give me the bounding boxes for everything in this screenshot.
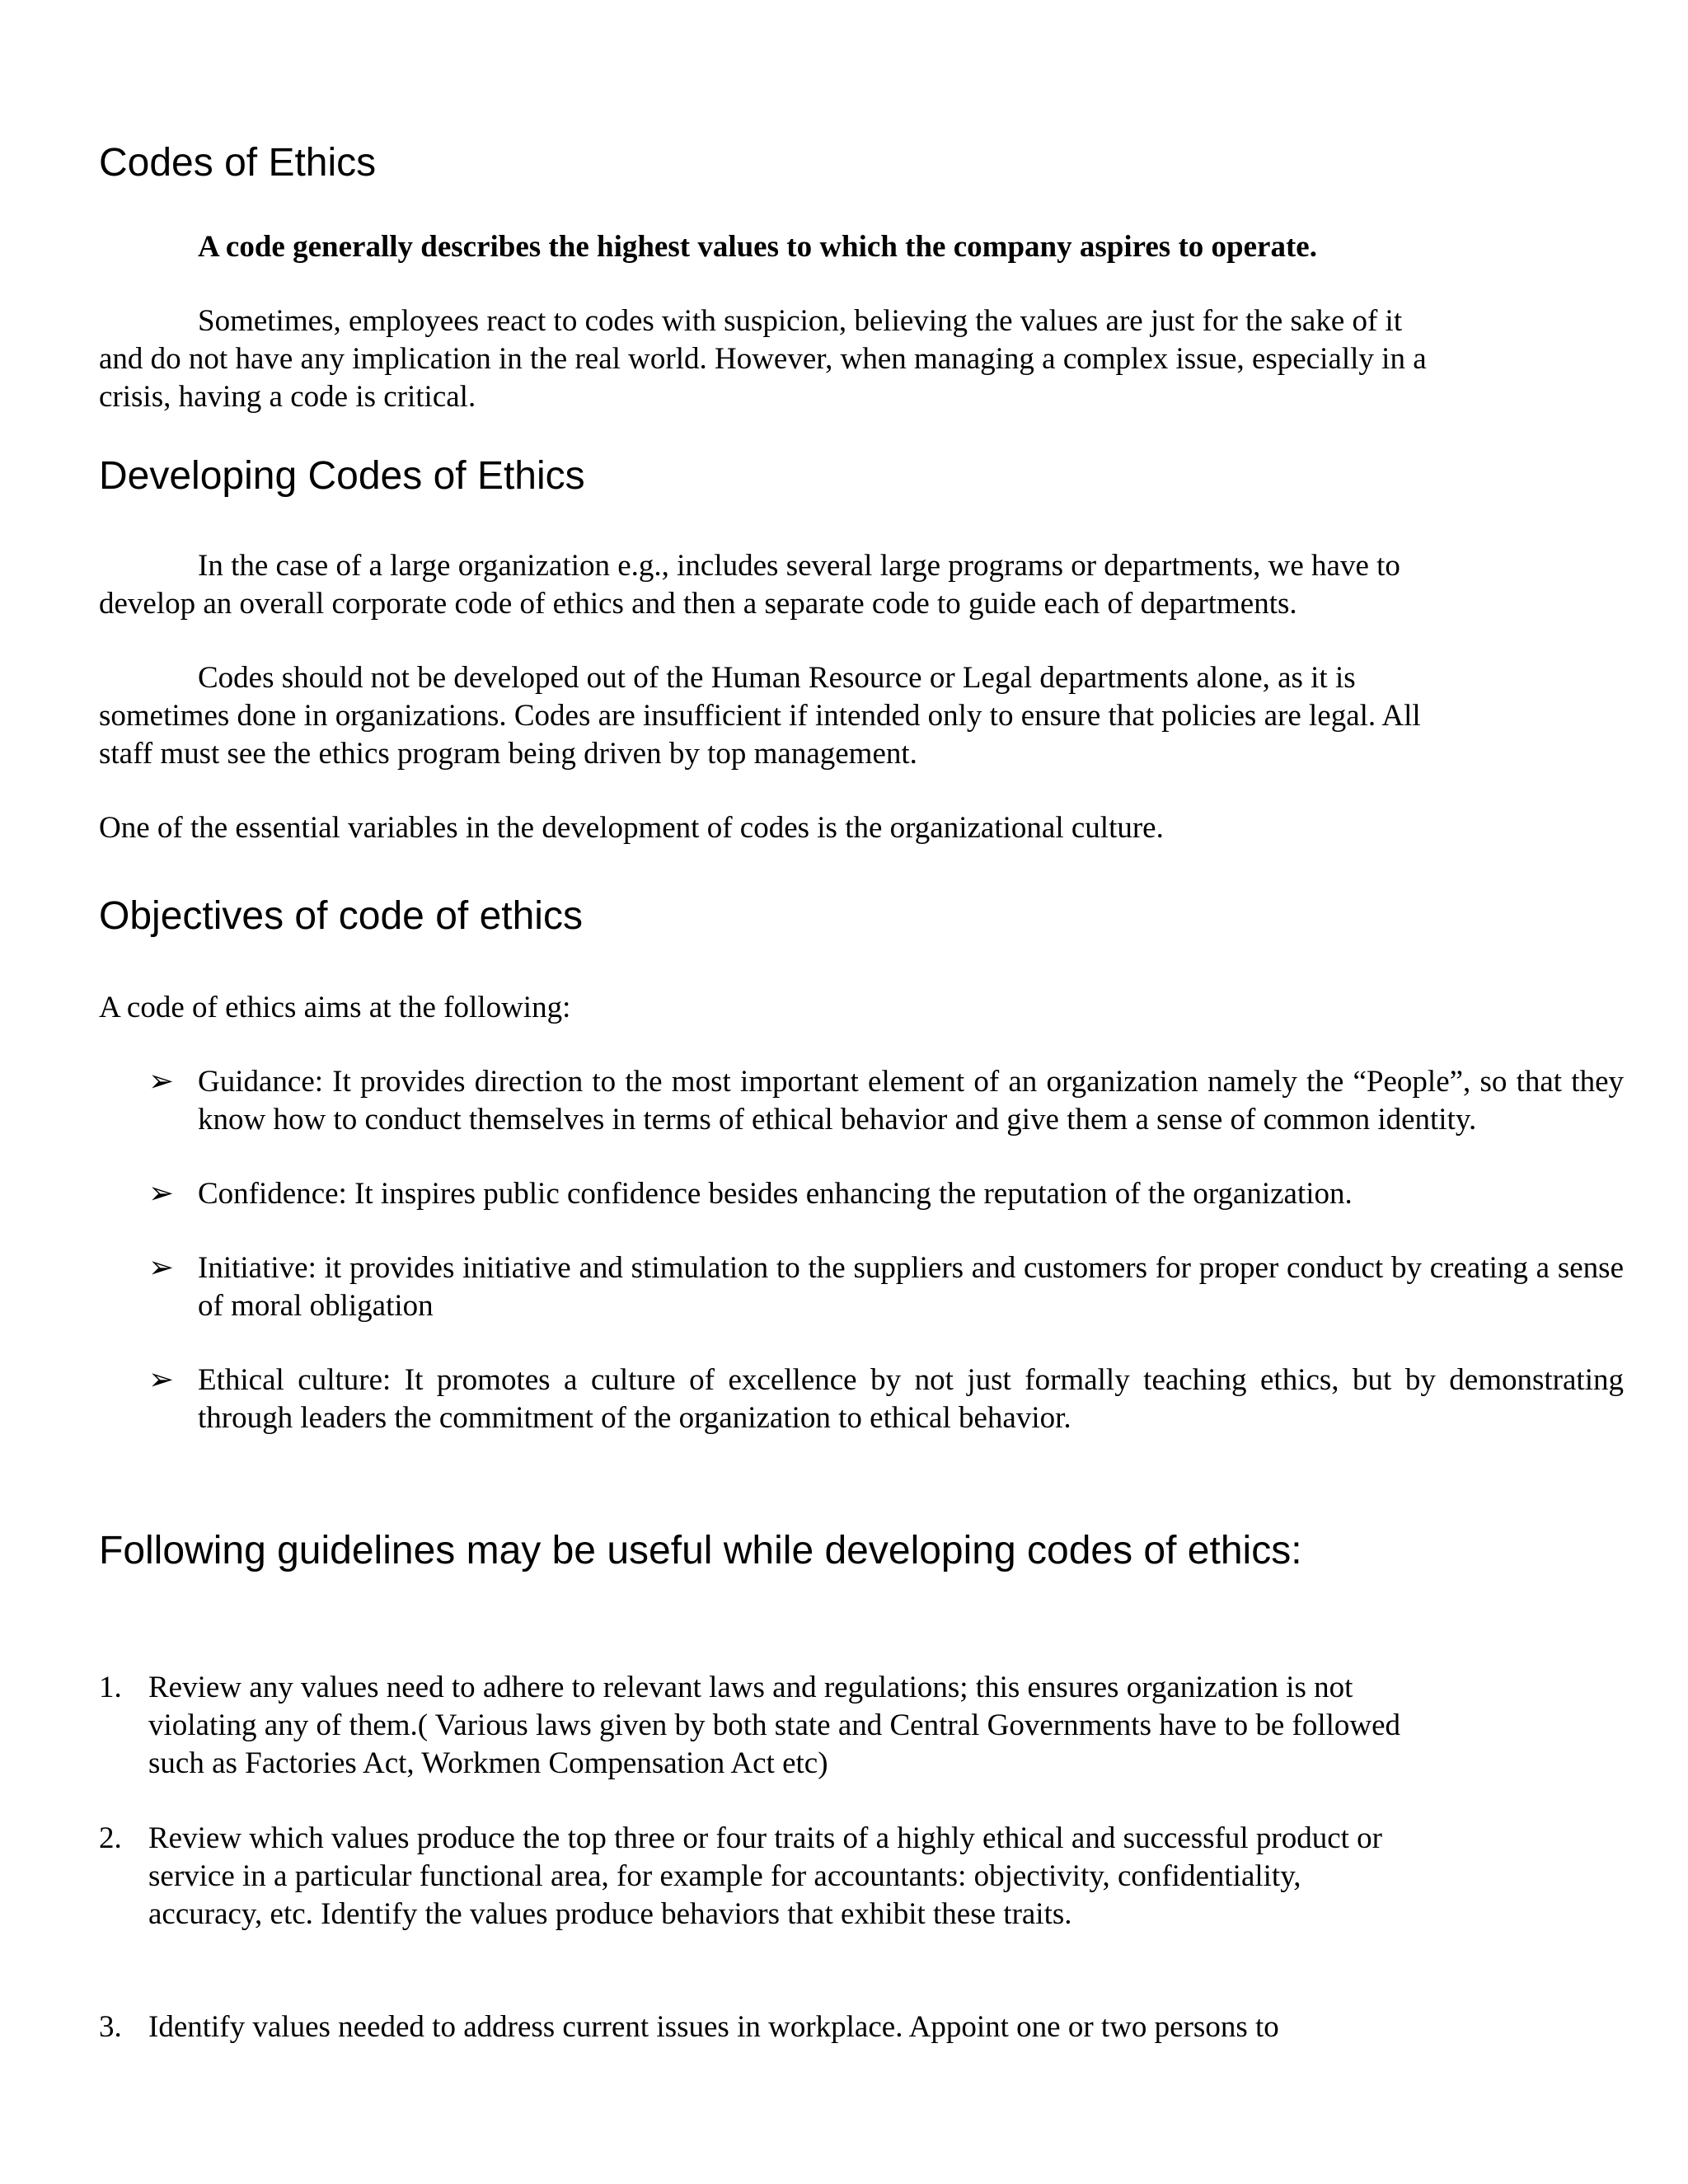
guideline-item-3 (99, 2008, 1418, 2046)
objective-text: Initiative: it provides initiative and stimulation to the suppliers and customers for proper conduct by creating a sense of moral obligation (198, 1251, 1624, 1323)
guideline-text: Identify values needed to address current issues in workplace. Appoint one or two persons to (148, 2010, 1279, 2044)
paragraph-large-organization: In the case of a large organization e.g., includes several large programs or departments, we have to develop an overall corporate code of ethics and then a separate code to guide each of departments. (99, 549, 1400, 621)
guideline-item-2 (99, 1820, 1418, 1933)
heading-codes-of-ethics: Codes of Ethics (99, 141, 377, 185)
guideline-number: 1. (99, 1671, 122, 1704)
bullet-arrow-icon: ➢ (148, 1065, 175, 1099)
guideline-text: Review any values need to adhere to relevant laws and regulations; this ensures organization is not violating any of them.( Various laws given by both state and Central Governments have to be followed such as Factories Act, Workmen Compensation Act etc) (148, 1671, 1401, 1780)
guideline-item-1 (99, 1669, 1418, 1783)
bullet-arrow-icon: ➢ (148, 1251, 175, 1285)
objective-text: Confidence: It inspires public confidence besides enhancing the reputation of the organization. (198, 1177, 1353, 1211)
objective-item-confidence (148, 1175, 1624, 1213)
bullet-arrow-icon: ➢ (148, 1363, 175, 1397)
objective-item-guidance (148, 1063, 1624, 1139)
guideline-number: 3. (99, 2010, 122, 2044)
objective-text: Guidance: It provides direction to the most important element of an organization namely the “People”, so that they know how to conduct themselves in terms of ethical behavior and give them a sense of common identity. (198, 1065, 1624, 1137)
paragraph-organizational-culture: One of the essential variables in the development of codes is the organizational culture. (99, 811, 1164, 845)
guideline-number: 2. (99, 1821, 122, 1855)
bullet-arrow-icon: ➢ (148, 1177, 175, 1211)
guideline-text: Review which values produce the top three or four traits of a highly ethical and successful product or service in a particular functional area, for example for accountants: objectivity, confidentiality, accuracy, etc. Identify the values produce behaviors that exhibit these traits. (148, 1821, 1383, 1931)
objective-item-ethical-culture (148, 1361, 1624, 1437)
paragraph-codes-development: Codes should not be developed out of the Human Resource or Legal departments alone, as it is sometimes done in organizations. Codes are insufficient if intended only to ensure that policies are legal. All staff must see the ethics program being driven by top management. (99, 661, 1421, 771)
objective-item-initiative (148, 1249, 1624, 1325)
lead-statement: A code generally describes the highest values to which the company aspires to operate. (198, 230, 1317, 264)
objective-text: Ethical culture: It promotes a culture of excellence by not just formally teaching ethics, but by demonstrating through leaders the commitment of the organization to ethical behavior. (198, 1363, 1624, 1435)
objectives-intro: A code of ethics aims at the following: (99, 991, 571, 1024)
heading-objectives: Objectives of code of ethics (99, 894, 583, 938)
heading-guidelines: Following guidelines may be useful while developing codes of ethics: (99, 1529, 1302, 1572)
paragraph-suspicion: Sometimes, employees react to codes with suspicion, believing the values are just for the sake of it and do not have any implication in the real world. However, when managing a complex issue, especially in a crisis, having a code is critical. (99, 304, 1427, 414)
heading-developing-codes: Developing Codes of Ethics (99, 454, 585, 498)
